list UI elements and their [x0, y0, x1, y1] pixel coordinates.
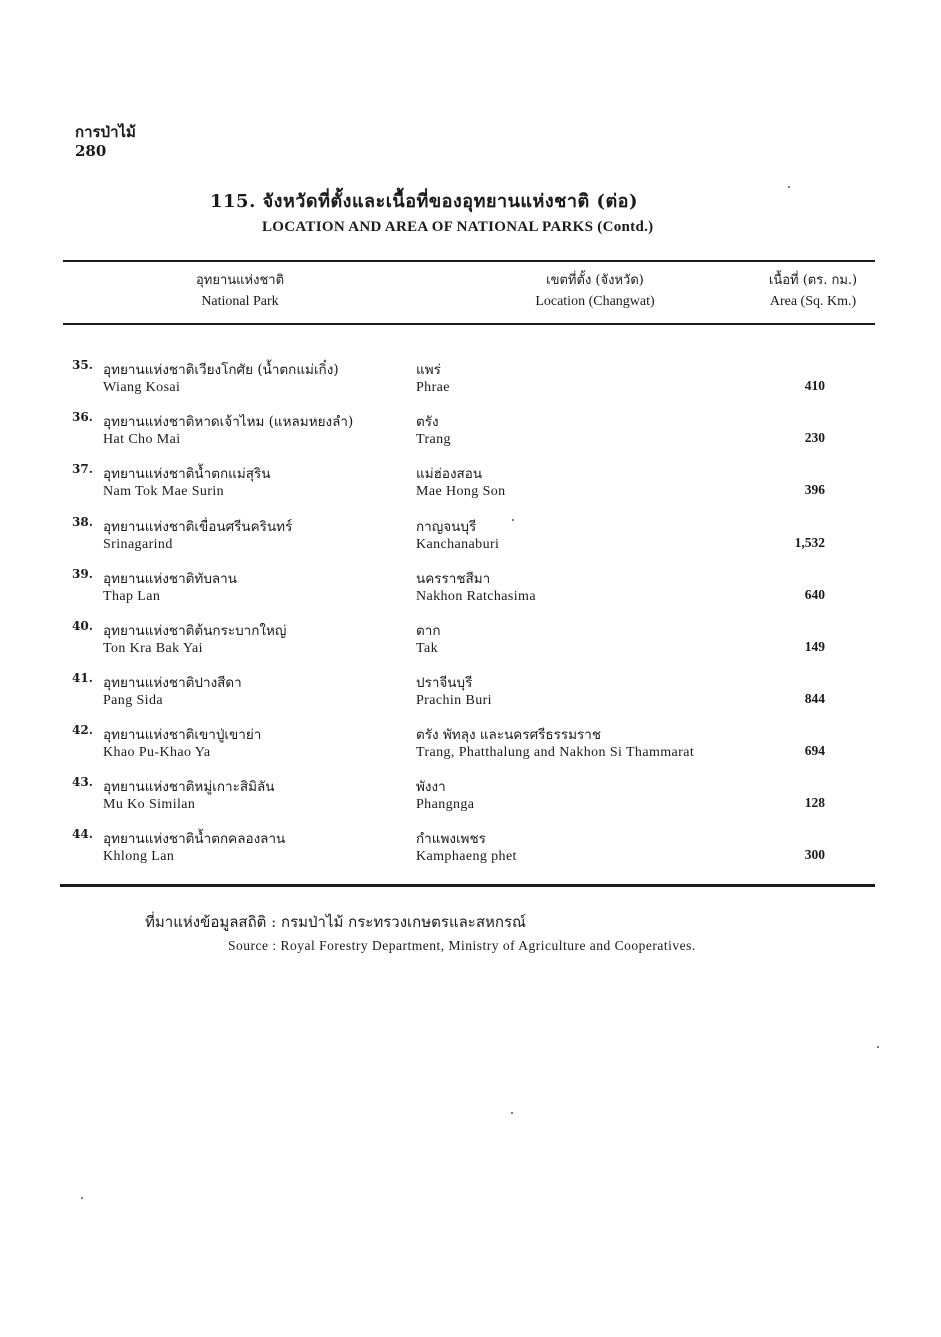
scan-speck	[788, 186, 790, 188]
area-value: 149	[804, 639, 825, 654]
location-thai: ปราจีนบุรี	[416, 675, 473, 691]
location-english: Nakhon Ratchasima	[416, 589, 536, 604]
column-header-area	[748, 270, 878, 312]
location-thai: แม่ฮ่องสอน	[416, 466, 483, 482]
park-name-thai: อุทยานแห่งชาติน้ำตกแม่สุริน	[103, 466, 271, 482]
source-note-thai: ที่มาแห่งข้อมูลสถิติ : กรมป่าไม้ กระทรวงเกษตรและสหกรณ์	[145, 913, 526, 931]
area-value: 410	[804, 378, 825, 393]
location-english: Tak	[416, 641, 438, 656]
area-value: 1,532	[794, 535, 825, 550]
table-title-english: LOCATION AND AREA OF NATIONAL PARKS (Contd.)	[262, 219, 654, 235]
column-header-park-thai: อุทยานแห่งชาติ	[195, 273, 285, 288]
park-name-english: Pang Sida	[103, 693, 163, 708]
park-name-thai: อุทยานแห่งชาติหมู่เกาะสิมิลัน	[103, 779, 275, 795]
park-name-english: Hat Cho Mai	[103, 432, 181, 447]
location-thai: นครราชสีมา	[416, 571, 491, 587]
scan-speck	[877, 1046, 879, 1048]
table-row	[0, 827, 941, 879]
row-number: 38.	[72, 515, 93, 529]
park-name-english: Srinagarind	[103, 537, 173, 552]
column-header-area-thai: เนื้อที่ (ตร. กม.)	[768, 273, 858, 288]
park-name-english: Thap Lan	[103, 589, 161, 604]
column-header-area-english: Area (Sq. Km.)	[769, 294, 857, 309]
header-rule	[63, 323, 875, 325]
row-number: 36.	[72, 410, 93, 424]
row-number: 35.	[72, 358, 93, 372]
bottom-rule	[60, 884, 875, 887]
table-row	[0, 671, 941, 723]
location-english: Trang, Phatthalung and Nakhon Si Thammarat	[416, 745, 695, 760]
park-name-thai: อุทยานแห่งชาติเวียงโกศัย (น้ำตกแม่เกิ๋ง)	[103, 362, 339, 378]
row-number: 41.	[72, 671, 93, 685]
park-name-thai: อุทยานแห่งชาติเขาปู่เขาย่า	[103, 727, 262, 743]
table-row	[0, 358, 941, 410]
location-thai: ตรัง	[416, 414, 439, 430]
table-row	[0, 410, 941, 462]
location-thai: กำแพงเพชร	[416, 831, 486, 847]
location-thai: พังงา	[416, 779, 446, 795]
location-thai: กาญจนบุรี	[416, 519, 477, 535]
section-heading: การป่าไม้	[75, 123, 136, 141]
row-number: 43.	[72, 775, 93, 789]
table-row	[0, 775, 941, 827]
location-english: Prachin Buri	[416, 693, 492, 708]
column-header-location-thai: เขตที่ตั้ง (จังหวัด)	[546, 273, 644, 288]
park-name-english: Mu Ko Similan	[103, 797, 196, 812]
area-value: 844	[804, 691, 825, 706]
park-name-thai: อุทยานแห่งชาติเขื่อนศรีนครินทร์	[103, 519, 293, 535]
location-english: Phangnga	[416, 797, 475, 812]
column-header-park	[150, 270, 330, 312]
row-number: 40.	[72, 619, 93, 633]
area-value: 396	[804, 482, 825, 497]
park-name-english: Ton Kra Bak Yai	[103, 641, 203, 656]
park-name-english: Nam Tok Mae Surin	[103, 484, 225, 499]
scan-speck	[81, 1197, 83, 1199]
column-header-location	[500, 270, 690, 312]
area-value: 128	[804, 795, 825, 810]
table-row	[0, 619, 941, 671]
area-value: 640	[804, 587, 825, 602]
location-thai: ตาก	[416, 623, 441, 639]
park-name-english: Khlong Lan	[103, 849, 175, 864]
location-thai: ตรัง พัทลุง และนครศรีธรรมราช	[416, 727, 602, 743]
page-number: 280	[75, 142, 107, 160]
scan-speck	[512, 519, 514, 521]
row-number: 44.	[72, 827, 93, 841]
table-row	[0, 723, 941, 775]
park-name-thai: อุทยานแห่งชาติปางสีดา	[103, 675, 242, 691]
park-name-thai: อุทยานแห่งชาติทับลาน	[103, 571, 237, 587]
table-row	[0, 567, 941, 619]
area-value: 300	[804, 847, 825, 862]
location-english: Kanchanaburi	[416, 537, 500, 552]
source-note-english: Source : Royal Forestry Department, Ministry of Agriculture and Cooperatives.	[228, 938, 696, 953]
park-name-thai: อุทยานแห่งชาติน้ำตกคลองลาน	[103, 831, 286, 847]
row-number: 39.	[72, 567, 93, 581]
top-rule	[63, 260, 875, 262]
park-name-thai: อุทยานแห่งชาติหาดเจ้าไหม (แหลมหยงลำ)	[103, 414, 354, 430]
location-english: Phrae	[416, 380, 450, 395]
location-thai: แพร่	[416, 362, 441, 378]
column-header-location-english: Location (Changwat)	[535, 294, 655, 309]
park-name-english: Wiang Kosai	[103, 380, 181, 395]
area-value: 230	[804, 430, 825, 445]
row-number: 37.	[72, 462, 93, 476]
location-english: Kamphaeng phet	[416, 849, 517, 864]
park-name-thai: อุทยานแห่งชาติต้นกระบากใหญ่	[103, 623, 287, 639]
table-title-thai: 115. จังหวัดที่ตั้งและเนื้อที่ของอุทยานแห่งชาติ (ต่อ)	[210, 191, 638, 212]
table-row	[0, 462, 941, 514]
park-name-english: Khao Pu-Khao Ya	[103, 745, 211, 760]
location-english: Mae Hong Son	[416, 484, 506, 499]
row-number: 42.	[72, 723, 93, 737]
scan-speck	[511, 1112, 513, 1114]
location-english: Trang	[416, 432, 451, 447]
area-value: 694	[804, 743, 825, 758]
table-row	[0, 515, 941, 567]
column-header-park-english: National Park	[201, 294, 279, 309]
